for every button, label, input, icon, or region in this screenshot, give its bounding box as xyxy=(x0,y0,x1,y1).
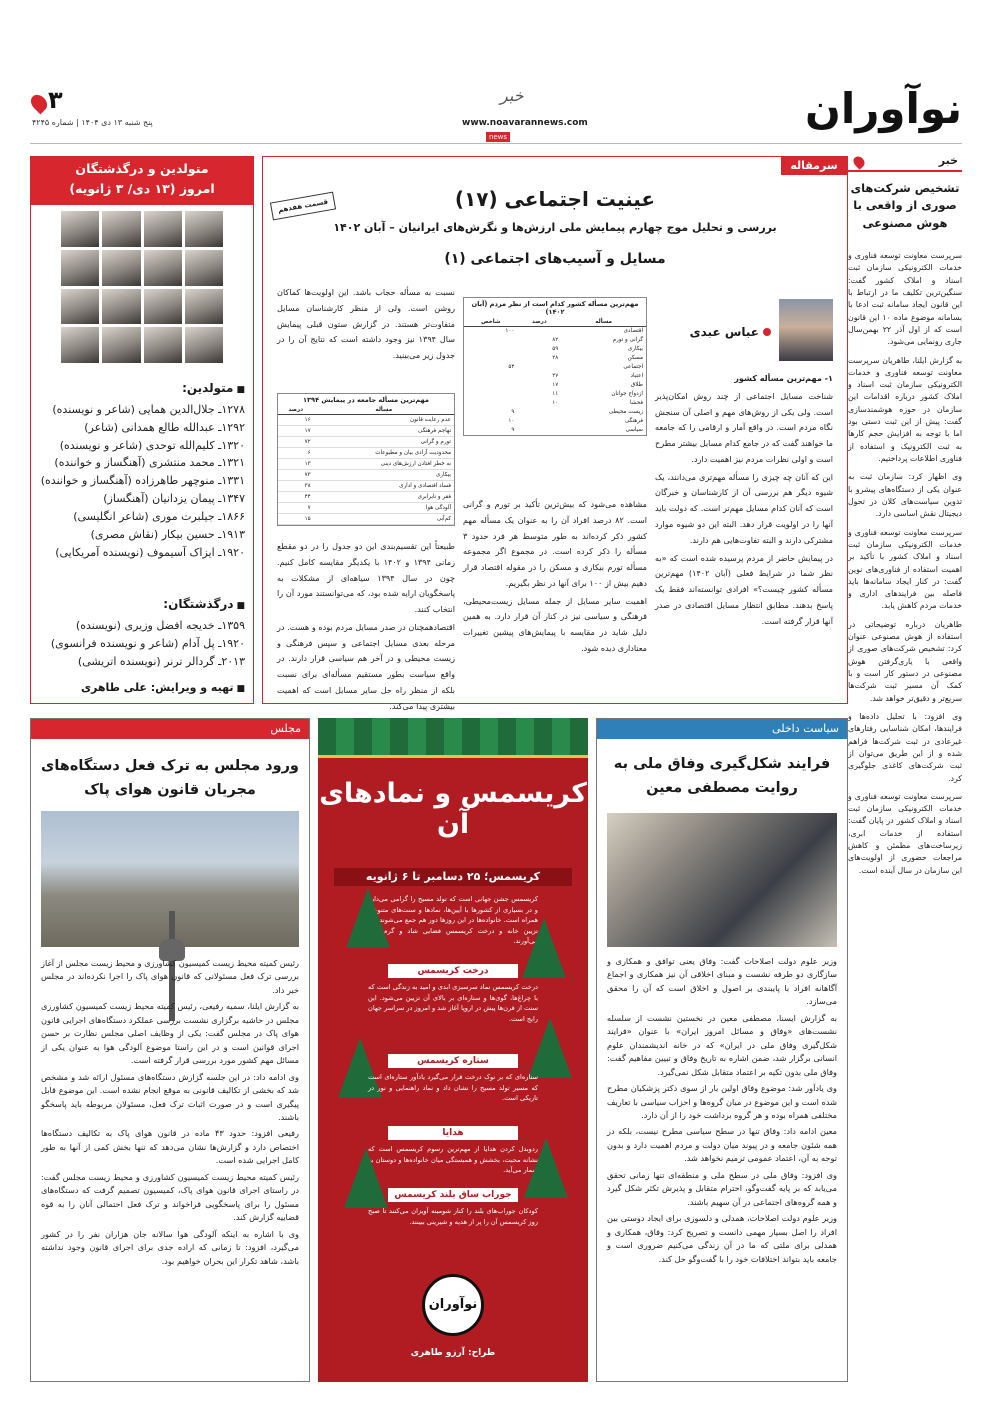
table-cell: ۵۴ xyxy=(508,364,515,370)
tree-icon xyxy=(346,888,390,948)
poster-intro: کریسمس جشن جهانی است که تولد مسیح را گرامی می‌دارد و در بسیاری از کشورها با آیین‌ها، نمادها و سنت‌های متنوعی همراه است. خانواده‌ها در این روزها دور هم جمع می‌شوند و با تزیین خانه و درخت کریسمس فضایی شاد و گرم پدید می‌آورند. xyxy=(368,895,538,946)
born-heading: ■ متولدین: xyxy=(182,381,245,395)
tree-text: درخت کریسمس نماد سرسبزی ابدی و امید به زندگی است که با چراغ‌ها، گوی‌ها و ستاره‌ای بر بالای آن تزیین می‌شود. این سنت از قرن‌ها پیش در اروپا آغاز شد و امروز در سراسر جهان رایج است. xyxy=(368,983,538,1023)
table-cell: اعتیاد xyxy=(630,373,643,379)
portrait-photo xyxy=(102,327,140,363)
table-header: درصد xyxy=(517,318,561,327)
table-cell: ۲۸ xyxy=(552,355,559,361)
table-row xyxy=(464,327,646,336)
news-column xyxy=(848,152,962,1382)
gift-heading: هدایا xyxy=(388,1126,518,1140)
table-cell: گرانی و تورم xyxy=(612,337,643,343)
table-cell: ۱۰ xyxy=(552,400,559,406)
gift-text: ردوبدل کردن هدایا از مهم‌ترین رسوم کریسمس است که نشانه محبت، بخشش و همبستگی میان خانواده‌ها و دوستان به شمار می‌آید. xyxy=(368,1145,538,1175)
table-cell: ۱۰ xyxy=(508,418,515,424)
table-caption: مهم‌ترین مسأله جامعه در پیمایش ۱۳۹۴ xyxy=(303,396,429,404)
editorial-section xyxy=(262,156,848,711)
stocking-text: کودکان جوراب‌های بلند را کنار شومینه آویزان می‌کنند تا صبح روز کریسمس آن را پر از هدیه و شیرینی ببینند. xyxy=(368,1207,538,1226)
tree-icon xyxy=(524,1138,568,1198)
star-heading: ستاره کریسمس xyxy=(388,1054,518,1068)
table-cell: فساد اقتصادی و اداری xyxy=(314,481,454,492)
table-cell: اقتصادی xyxy=(623,328,643,335)
list-item: ۱۳۵۹ـ خدیجه افضل وزیری (نویسنده) xyxy=(75,619,245,632)
table-row xyxy=(278,415,454,426)
politics-tab: سیاست داخلی xyxy=(597,719,847,739)
table-cell: ۱۰۰ xyxy=(505,328,515,335)
part-stamp: قسمت هفدهم xyxy=(270,192,336,221)
list-item: ۱۹۲۰ـ پل آدام (شاعر و نویسنده فرانسوی) xyxy=(50,636,245,650)
portrait-photo xyxy=(102,211,140,247)
paragraph: وی یادآور شد: موضوع وفاق اولین بار از سوی دکتر پزشکیان مطرح شده است و این موضوع در میان گروه‌ها و احزاب سیاسی با تعاریف مختلفی همراه بوده و هر گروه برداشت خود را از آن دارد. xyxy=(607,1083,837,1120)
table-row xyxy=(278,481,454,492)
table-cell: ۱۱ xyxy=(552,391,559,397)
table-row xyxy=(464,390,646,399)
table-cell: تورم و گرانی xyxy=(314,437,454,448)
portrait-photo xyxy=(185,289,223,325)
majlis-tab: مجلس xyxy=(31,719,309,739)
list-item: ۱۲۷۸ـ جلال‌الدین همایی (شاعر و نویسنده) xyxy=(52,403,245,416)
author-name: عباس عبدی xyxy=(690,325,771,339)
table-header: شاخص xyxy=(464,318,517,327)
table-cell: ۷ xyxy=(278,503,314,514)
table-row xyxy=(278,448,454,459)
table-cell: کم‌آبی xyxy=(314,514,454,525)
list-item: ۱۲۹۲ـ عبدالله طالع همدانی (شاعر) xyxy=(84,420,245,434)
table-cell: بیکاری xyxy=(314,470,454,481)
table-row xyxy=(464,417,646,426)
editor-credit: ■ تهیه و ویرایش: علی طاهری xyxy=(81,681,245,694)
paragraph: اقتصادهمچنان در صدر مسایل مردم بوده و هست. در مرحله بعدی مسایل اجتماعی و سپس فرهنگی و زیست محیطی و در آخر هم سیاسی قرار دارند. در واقع سیاست بطور مستقیم مسأله‌ای برای نسبت بلکه از منظر راه حل سایر مسایل است که اهمیت بیشتری پیدا می‌کند. xyxy=(277,621,455,711)
table-cell: زیست محیطی xyxy=(608,409,643,415)
portrait-photo xyxy=(61,211,99,247)
tree-icon xyxy=(522,918,566,978)
paragraph: رئیس کمیته محیط زیست کمیسیون کشاورزی و محیط زیست مجلس از آغاز بررسی ترک فعل مسئولانی که قانون هوای پاک را اجرا نکرده‌اند در مجلس خبر داد. xyxy=(41,958,299,995)
table-row xyxy=(278,459,454,470)
table-cell: ۶ xyxy=(278,448,314,459)
paragraph: سرپرست معاونت توسعه فناوری و خدمات الکترونیکی سازمان ثبت اسناد و املاک کشور در پایان گفت: استفاده از خدمات ابری، زیرساخت‌های مطمئن و کاهش مراجعات حضوری از اولویت‌های این سازمان در سال آینده است. xyxy=(848,791,962,875)
list-item: ۱۳۲۱ـ محمد منتشری (آهنگساز و خواننده) xyxy=(54,456,245,470)
portrait-photo xyxy=(61,327,99,363)
paragraph: به گزارش ایلنا، سمیه رفیعی، رئیس کمیته محیط زیست کمیسیون کشاورزی مجلس در حاشیه برگزاری نشست بررسی عملکرد دستگاه‌های اجرایی قانون هوای پاک در مجلس گفت: یکی از وظایف اصلی مجلس نظارت بر حسن اجرای قوانین است و در این راستا موضوع آلودگی هوا به عنوان یکی از مسائل مهم کشور مورد بررسی قرار گرفته است. xyxy=(41,1001,299,1066)
paragraph: رفیعی افزود: حدود ۴۳ ماده در قانون هوای پاک به تکالیف دستگاه‌ها اختصاص دارد و گزارش‌ها نشان می‌دهد که تنها بخش کمی از آنها به طور کامل اجرایی شده است. xyxy=(41,1128,299,1166)
news-tab-label: خبر xyxy=(938,154,958,167)
table-cell: ۳۸ xyxy=(278,481,314,492)
table-cell: سیاسی xyxy=(625,427,643,433)
editorial-subtitle: بررسی و تحلیل موج چهارم پیمایش ملی ارزش‌ها و نگرش‌های ایرانیان – آبان ۱۴۰۲ xyxy=(333,221,777,234)
table-cell: محدودیت آزادی بیان و مطبوعات xyxy=(314,448,454,459)
births-deaths-section xyxy=(30,156,254,704)
table-row xyxy=(464,345,646,354)
tree-icon xyxy=(344,1148,388,1208)
tree-heading: درخت کریسمس xyxy=(388,964,518,978)
table-cell: ۹ xyxy=(511,409,515,415)
portrait-photo xyxy=(144,250,182,286)
table-cell: فرهنگی xyxy=(624,418,643,424)
editorial-column-2 xyxy=(463,497,647,659)
portrait-photo xyxy=(185,250,223,286)
editorial-subtitle-2: مسایل و آسیب‌های اجتماعی (۱) xyxy=(444,251,666,267)
newspaper-logo: نوآوران xyxy=(422,1274,484,1336)
editorial-tab: سرمقاله xyxy=(781,157,847,175)
paragraph: در پیمایش حاضر از مردم پرسیده شده است که «به نظر شما در شرایط فعلی (آبان ۱۴۰۲) مهم‌ترین مسأله کشور چیست؟» افرادی توانسته‌اند فقط یک پاسخ بدهند. مطابق انتظار مسایل اقتصادی در صدر آنها قرار گرفته است. xyxy=(655,552,833,626)
table-cell xyxy=(517,327,561,336)
table-row xyxy=(278,514,454,525)
table-cell: ۷۲ xyxy=(278,437,314,448)
table-cell: عدم رعایت قانون xyxy=(314,415,454,426)
table-header: مسأله xyxy=(314,406,454,415)
paragraph: وزیر علوم دولت اصلاحات گفت: وفاق یعنی توافق و همکاری و سازگاری دو طرفه نشست و مبنای اخلاقی آن نیز همکاری و اجماع آگاهانه افراد با پایبندی بر اصول و اخلاق است که آن را محقق می‌سازد. xyxy=(607,956,837,1007)
paragraph: وی با اشاره به اینکه آلودگی هوا سالانه جان هزاران نفر را در کشور می‌گیرد، افزود: تا زمانی که اراده جدی برای اجرای قانون وجود نداشته باشد، شاهد تکرار این بحران خواهیم بود. xyxy=(41,1228,299,1266)
list-item: ۲۰۱۳ـ گردالر ترنر (نویسنده اتریشی) xyxy=(77,654,245,668)
table-row xyxy=(464,354,646,363)
table-cell xyxy=(464,390,517,399)
poster-title: کریسمس و نمادهای آن xyxy=(319,778,587,840)
author-photo xyxy=(779,299,833,361)
news-tab xyxy=(848,152,962,172)
portrait-photo xyxy=(61,289,99,325)
section-title: خبر xyxy=(500,86,524,105)
paragraph: اهمیت سایر مسایل از جمله مسایل زیست‌محیطی، فرهنگی و سیاسی نیز در کنار آن قرار دارد. به همین دلیل شاید در مقایسه با پیمایش‌های پیشین تغییرات معناداری دیده شود. xyxy=(463,595,647,654)
table-cell: بیکاری xyxy=(627,346,643,352)
table-row xyxy=(278,503,454,514)
news-body xyxy=(848,250,962,883)
portrait-photo xyxy=(102,289,140,325)
paragraph: شناخت مسایل اجتماعی از چند روش امکان‌پذیر است. ولی یکی از روش‌های مهم و اصلی آن سنجش نگاه مردم است. در واقع آمار و ارقامی را که جامعه ما خواهند گفت که در جامع کدام مسایل بیشتر مطرح است و اولی نظرات مردم نیز اهمیت دارد. xyxy=(655,390,833,464)
table-row xyxy=(464,408,646,417)
births-header xyxy=(31,157,253,205)
drop-icon xyxy=(28,92,51,115)
table-cell: تهاجم فرهنگی xyxy=(314,426,454,437)
paragraph: به گزارش ایسنا، مصطفی معین در نخستین نشست از سلسله نشست‌های «وفاق و مسائل امروز ایران» با عنوان «فرایند شکل‌گیری وفاق ملی در ایران» که در خانه اندیشمندان علوم انسانی برگزار شد، ضمن اشاره به تاریخ وفاق و تبیین مفاهیم گفت: وفاق ملی بدون تکیه بر اعتماد متقابل شکل نمی‌گیرد. xyxy=(607,1012,837,1077)
table-cell: مسکن xyxy=(627,355,643,361)
paragraph: وی اظهار کرد: سازمان ثبت به عنوان یکی از دستگاه‌های پیشرو با تدوین سیاست‌های کلان در تحول دیجیتال نقش اساسی دارد. xyxy=(848,472,962,519)
table-cell: ۱۶ xyxy=(278,415,314,426)
paragraph: سرپرست معاونت توسعه فناوری و خدمات الکترونیکی سازمان ثبت اسناد و املاک کشور با تأکید بر اهمیت استفاده از فناوری‌های نوین گفت: در کنار ایجاد سامانه‌ها باید فاصله بین فرایندهای اداری و خدمات مردم کاهش یابد. xyxy=(848,527,962,611)
table-cell: فقر و نابرابری xyxy=(314,492,454,503)
portrait-photo xyxy=(144,327,182,363)
table-row xyxy=(464,426,646,435)
paragraph: به گزارش ایلنا، طاهریان سرپرست معاونت توسعه فناوری و خدمات الکترونیکی سازمان ثبت اسناد و املاک کشور درباره اقدامات این سازمان در حوزه هوشمندسازی گفت: پیش از این ثبت دستی بود اما با توجه به افزایش حجم کارها به ثبت الکترونیک و استفاده از فناوری اطلاعات پرداختیم. xyxy=(848,355,962,463)
table-cell xyxy=(464,345,517,354)
masthead xyxy=(30,82,962,144)
table-row xyxy=(278,437,454,448)
table-row xyxy=(278,426,454,437)
portrait-photo xyxy=(61,250,99,286)
table-cell: ۴۴ xyxy=(278,492,314,503)
paragraph: طبیعتاً این تقسیم‌بندی این دو جدول را در دو مقطع زمانی ۱۳۹۴ و ۱۴۰۲ با یکدیگر مقایسه کامل کنیم. چون در سال ۱۳۹۴ سیاهه‌ای از مشکلات به پاسخگویان ارایه شده بود، که می‌توانستند مورد آن را انتخاب کنند. xyxy=(277,541,455,615)
table-cell: ۱۷ xyxy=(278,426,314,437)
table-row xyxy=(464,363,646,372)
list-item: ۱۳۴۷ـ پیمان یزدانیان (آهنگساز) xyxy=(103,492,245,506)
editorial-column-3-top xyxy=(277,285,455,366)
list-item: ۱۳۲۰ـ کلیم‌الله توحدی (شاعر و نویسنده) xyxy=(59,438,245,452)
table-cell xyxy=(464,399,517,408)
table-cell xyxy=(517,363,561,372)
table-cell: ۱۷ xyxy=(552,382,559,388)
died-list xyxy=(39,617,245,670)
paragraph: رئیس کمیته محیط زیست کمیسیون کشاورزی و محیط زیست مجلس گفت: در راستای اجرای قانون هوای پاک، کمیسیون تصمیم گرفت که دستگاه‌های مسئول را برای پاسخگویی فراخواند و ترک فعل احتمالی آنان را به قوه قضاییه گزارش کند. xyxy=(41,1171,299,1223)
date-line: پنج شنبه ۱۳ دی ۱۴۰۴ | شماره ۴۲۴۵ xyxy=(32,118,153,127)
stocking-heading: جوراب ساق بلند کریسمس xyxy=(388,1188,518,1202)
portrait-photo xyxy=(144,211,182,247)
poster-dates: کریسمس؛ ۲۵ دسامبر تا ۶ ژانویه xyxy=(334,868,572,886)
paragraph: این که آنان چه چیزی را مسأله مهم‌تری می‌دانند، یک شیوه دیگر هم بررسی آن از کارشناسان و خبرگان است که آنان کدام مسایل مهم‌تر است. که دولت باید آنها را در اولویت قرار دهد. البته این دو شیوه موارد مشترکی دارند و البته تفاوت‌هایی هم دارند. xyxy=(655,471,833,545)
table-row xyxy=(464,372,646,381)
table-row xyxy=(464,399,646,408)
table-cell: ۱۳ xyxy=(278,459,314,470)
table-cell xyxy=(517,417,561,426)
mostafa-moein-photo xyxy=(607,813,837,947)
table-header: مسأله xyxy=(561,318,646,327)
table-cell: آلودگی هوا xyxy=(314,503,454,514)
table-cell: ۷۳ xyxy=(278,470,314,481)
table-cell: اجتماعی xyxy=(623,364,643,370)
born-list xyxy=(39,401,245,561)
table-cell: ازدواج جوانان xyxy=(611,391,643,397)
table-row xyxy=(278,492,454,503)
editorial-column-3 xyxy=(277,539,455,717)
designer-credit: طراح: آرزو طاهری xyxy=(410,1348,496,1358)
site-url[interactable]: www.noavarannews.com xyxy=(462,118,588,128)
news-headline[interactable]: تشخیص شرکت‌های صوری از واقعی با هوش مصنوعی xyxy=(850,181,960,230)
politics-body xyxy=(607,955,837,1269)
paragraph: وی افزود: وفاق ملی در سطح ملی و منطقه‌ای تنها زمانی تحقق می‌یابد که بر پایه گفت‌وگو، احترام متقابل و پذیرش تکثر شکل گیرد و همه گروه‌های اجتماعی در آن سهیم باشند. xyxy=(607,1169,837,1207)
table-survey-1394 xyxy=(277,393,455,526)
paragraph: نسبت به مسأله حجاب باشد. این اولویت‌ها کماکان روشن است. ولی از منظر کارشناسان مسایل متفاوت‌تر هستند. در گزارش ستون قبلی پیمایش سال ۱۳۹۴ نیز وجود داشته است که نتایج آن را در جدول زیر می‌بینید. xyxy=(277,287,455,361)
drop-icon xyxy=(851,154,867,170)
table-survey-1402 xyxy=(463,297,647,436)
tehran-skyline-photo xyxy=(41,811,299,947)
newspaper-logo[interactable]: نوآوران xyxy=(804,84,962,133)
table-cell: طلاق xyxy=(630,382,643,388)
table-cell xyxy=(517,408,561,417)
table-cell: ۸۲ xyxy=(552,337,559,343)
portrait-photo xyxy=(185,211,223,247)
majlis-section xyxy=(30,718,310,1382)
garland-decoration xyxy=(318,718,588,758)
list-item: ۱۳۳۱ـ منوچهر طاهرزاده (آهنگساز و خواننده) xyxy=(40,474,245,488)
table-cell: به خطر افتادن ارزش‌های دینی xyxy=(314,459,454,470)
births-date: امروز (۱۳ دی/ ۳ ژانویه) xyxy=(69,181,215,196)
editorial-title[interactable]: عینیت اجتماعی (۱۷) xyxy=(454,187,656,211)
list-item: ۱۹۱۳ـ حسین بیکار (نقاش مصری) xyxy=(90,527,245,541)
table-caption: مهم‌ترین مسأله کشور کدام است از نظر مردم (آبان ۱۴۰۲) xyxy=(471,300,639,316)
paragraph: وزیر علوم دولت اصلاحات، همدلی و دلسوزی برای ایجاد دوستی بین افراد را اصل بسیار مهمی دانست و تصریح کرد: وفاق، همکاری و همدلی برای ملتی که ما در آن زندگی می‌کنیم ضروری است و جامعه باید بتواند اختلافات خود را با گفت‌وگو حل کند. xyxy=(607,1213,837,1264)
paragraph: وی افزود: با تحلیل داده‌ها و فرایندها، امکان شناسایی رفتارهای غیرعادی در ثبت شرکت‌ها فراهم شده و از این طریق می‌توان از ثبت شرکت‌های کاغذی جلوگیری کرد. xyxy=(848,711,962,783)
portrait-grid xyxy=(61,211,223,363)
table-cell: فحشا xyxy=(630,400,643,406)
table-cell: ۵۹ xyxy=(552,346,559,352)
editorial-column-1 xyxy=(655,371,833,632)
table-cell xyxy=(464,381,517,390)
table-cell xyxy=(517,426,561,435)
paragraph: مشاهده می‌شود که بیش‌ترین تأکید بر تورم و گرانی است. ۸۲ درصد افراد آن را به عنوان یک مسأله مهم کشور ذکر کرده‌اند به طور متوسط هر فرد حدود ۳ مسأله را ذکر کرده است. در مجموع اگر مجموعه مسأله تورم بیکاری و مسکن را در مقوله اقتصاد قرار دهیم بیش از ۱۰۰ برای آنها در نظر بگیریم. xyxy=(463,499,648,588)
table-cell: ۱۵ xyxy=(278,514,314,525)
paragraph: سرپرست معاونت توسعه فناوری و خدمات الکترونیکی سازمان ثبت اسناد و املاک کشور گفت: سنگین‌ترین تکلیف ما در ارتباط با این قانون ایجاد سامانه ثبت ادعا با بسامانه موضوع ماده ۱۰ این قانون است که از اول آذر ۲۲ بهمن‌سال جاری رونمایی می‌شود. xyxy=(848,251,963,347)
paragraph: طاهریان درباره توضیحاتی در استفاده از هوش مصنوعی عنوان کرد: تشخیص شرکت‌های صوری از واقعی با یاری‌گرفتن هوش مصنوعی در دستور کار است و با کمک آن مسیر ثبت شرکت‌ها سریع‌تر و دقیق‌تر خواهد شد. xyxy=(848,619,962,703)
tree-icon xyxy=(528,1018,572,1078)
star-text: ستاره‌ای که بر نوک درخت قرار می‌گیرد یادآور ستاره‌ای است که مسیر تولد مسیح را نشان داد و نماد راهنمایی و نور در تاریکی است. xyxy=(368,1073,538,1103)
list-item: ۱۸۶۶ـ جیلبرت موری (شاعر انگلیسی) xyxy=(73,509,245,523)
list-item: ۱۹۲۰ـ ایزاک آسیموف (نویسنده آمریکایی) xyxy=(55,545,245,559)
majlis-headline[interactable]: ورود مجلس به ترک فعل دستگاه‌های مجریان قانون هوای پاک xyxy=(41,758,299,798)
died-heading: ■ درگذشتگان: xyxy=(163,597,245,611)
table-row xyxy=(464,336,646,345)
paragraph: وی ادامه داد: در این جلسه گزارش دستگاه‌های مسئول ارائه شد و مشخص شد که بخشی از تکالیف قانونی به موقع انجام نشده است. این موضوع قابل پیگیری است و در صورت اثبات ترک فعل، مسئولان مربوطه باید پاسخگو باشند. xyxy=(41,1071,299,1122)
page-number: ۳ xyxy=(48,86,63,114)
christmas-poster xyxy=(318,718,588,1382)
table-cell xyxy=(464,372,517,381)
section-heading: ۱- مهم‌ترین مسأله کشور xyxy=(734,373,833,383)
table-cell xyxy=(464,354,517,363)
table-row xyxy=(278,470,454,481)
births-title: متولدین و درگذشتگان xyxy=(75,161,209,176)
table-cell xyxy=(464,336,517,345)
table-cell: ۹ xyxy=(511,427,515,433)
portrait-photo xyxy=(144,289,182,325)
paragraph: معین ادامه داد: وفاق تنها در سطح سیاسی مطرح نیست، بلکه در همه شئون جامعه و در پیوند میان دولت و مردم اهمیت دارد و بدون توجه به آن، اعتماد عمومی ترمیم نخواهد شد. xyxy=(607,1126,837,1164)
section-tag: news xyxy=(486,132,510,142)
portrait-photo xyxy=(185,327,223,363)
table-cell: ۲۷ xyxy=(552,373,559,379)
majlis-body xyxy=(41,957,299,1271)
portrait-photo xyxy=(102,250,140,286)
politics-headline[interactable]: فرایند شکل‌گیری وفاق ملی به روایت مصطفی معین xyxy=(613,756,831,796)
politics-section xyxy=(596,718,848,1382)
table-header: درصد xyxy=(278,406,314,415)
table-row xyxy=(464,381,646,390)
